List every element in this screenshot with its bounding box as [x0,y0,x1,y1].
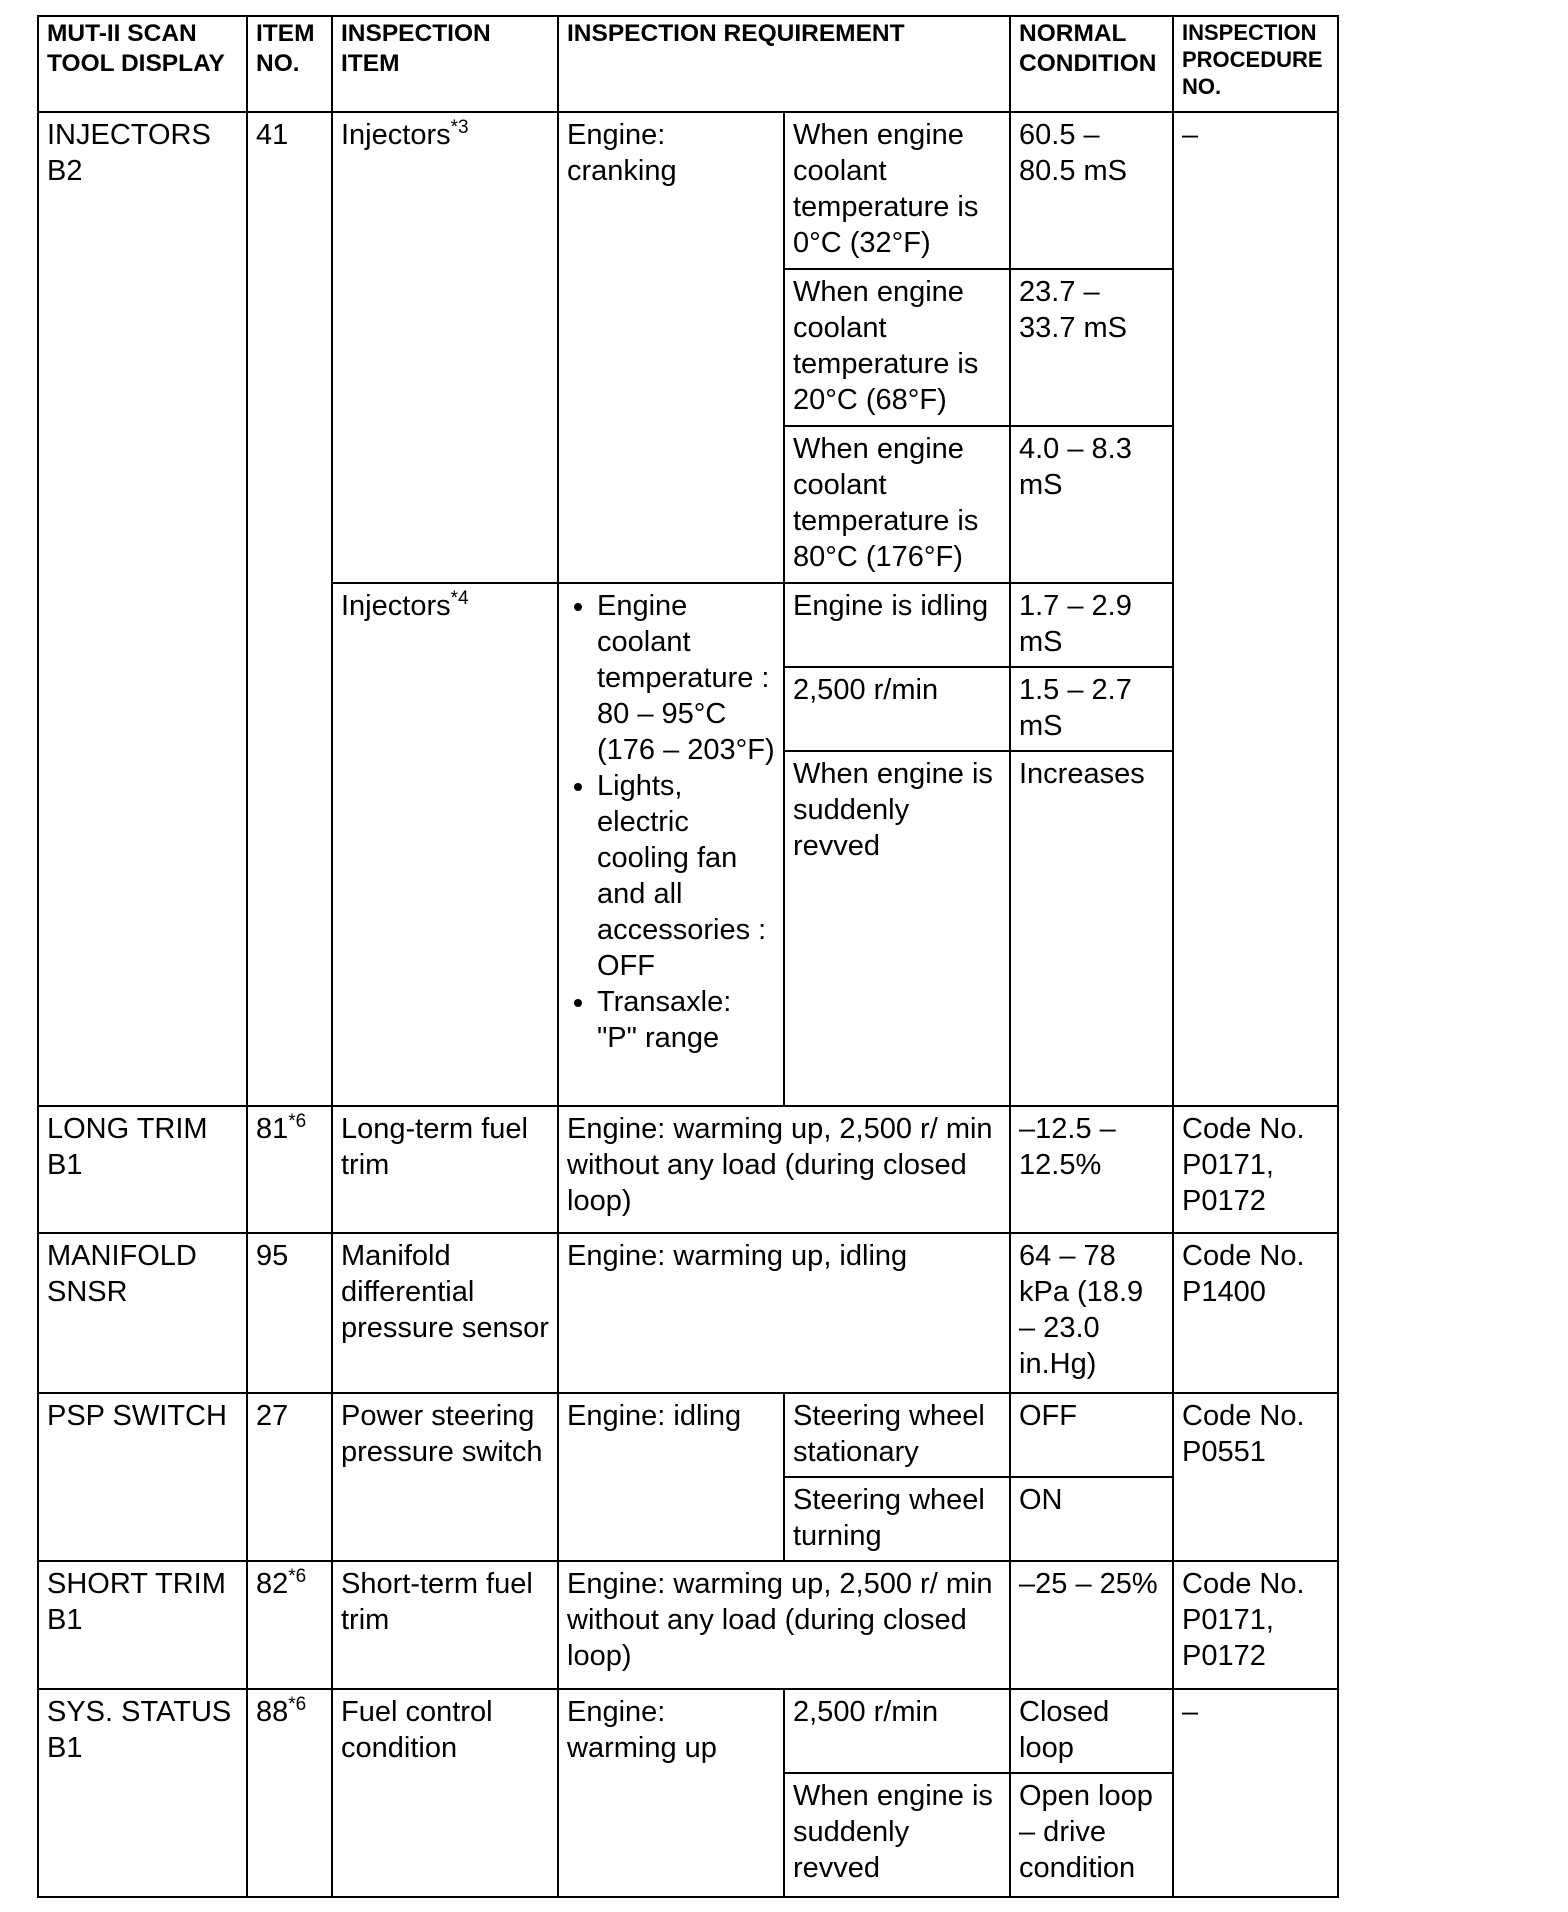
table-row [38,1233,1338,1393]
sys-status-item: Fuel control condition [332,1689,558,1897]
short-trim-procedure: Code No. P0171, P0172 [1173,1561,1338,1689]
injectors-b-normal-2: 1.5 – 2.7 mS [1010,667,1173,751]
header-item: INSPECTION ITEM [332,16,558,112]
injectors-a-normal-3: 4.0 – 8.3 mS [1010,426,1173,583]
long-trim-procedure: Code No. P0171, P0172 [1173,1106,1338,1233]
injectors-a-normal-1: 60.5 – 80.5 mS [1010,112,1173,269]
list-item: • Engine coolant temperature : 80 – 95°C (176 – 203°F) [597,588,775,768]
injectors-a-condition-1: When engine coolant temperature is 0°C (32°F) [784,112,1010,269]
sys-status-requirement: Engine: warming up [558,1689,784,1897]
manifold-item: Manifold differential pressure sensor [332,1233,558,1393]
table-row [38,112,1338,269]
injectors-b-normal-3: Increases [1010,751,1173,1106]
manifold-requirement: Engine: warming up, idling [558,1233,1010,1393]
long-trim-requirement: Engine: warming up, 2,500 r/ min without any load (during closed loop) [558,1106,1010,1233]
psp-normal-2: ON [1010,1477,1173,1561]
injectors-item-b: Injectors$^{*4}$ [332,583,558,1106]
sys-status-display: SYS. STATUS B1 [38,1689,247,1897]
injectors-a-condition-2: When engine coolant temperature is 20°C (68°F) [784,269,1010,426]
injectors-b-condition-3: When engine is suddenly revved [784,751,1010,1106]
table-row [38,1393,1338,1477]
injectors-b-condition-1: Engine is idling [784,583,1010,667]
injectors-display: INJECTORS B2 [38,112,247,1106]
psp-procedure: Code No. P0551 [1173,1393,1338,1561]
header-row [38,16,1338,112]
header-display: MUT-II SCAN TOOL DISPLAY [38,16,247,112]
list-item: • Lights, electric cooling fan and all accessories : OFF [597,768,775,984]
manifold-item-no: 95 [247,1233,332,1393]
injectors-item-no: 41 [247,112,332,1106]
short-trim-item-no: 82$^{*6}$ [247,1561,332,1689]
sys-status-procedure: – [1173,1689,1338,1897]
header-normal: NORMAL CONDITION [1010,16,1173,112]
psp-item: Power steering pressure switch [332,1393,558,1561]
manifold-normal: 64 – 78 kPa (18.9 – 23.0 in.Hg) [1010,1233,1173,1393]
psp-display: PSP SWITCH [38,1393,247,1561]
psp-requirement: Engine: idling [558,1393,784,1561]
table-row [38,1561,1338,1689]
inspection-table [37,15,1339,1898]
table-row [38,1106,1338,1233]
injectors-requirement-b [558,583,784,1106]
manifold-procedure: Code No. P1400 [1173,1233,1338,1393]
injectors-b-condition-2: 2,500 r/min [784,667,1010,751]
psp-condition-2: Steering wheel turning [784,1477,1010,1561]
short-trim-display: SHORT TRIM B1 [38,1561,247,1689]
psp-condition-1: Steering wheel stationary [784,1393,1010,1477]
short-trim-item: Short-term fuel trim [332,1561,558,1689]
injectors-requirement-a: Engine: cranking [558,112,784,583]
long-trim-display: LONG TRIM B1 [38,1106,247,1233]
list-item: • Transaxle: "P" range [597,984,775,1056]
psp-item-no: 27 [247,1393,332,1561]
short-trim-requirement: Engine: warming up, 2,500 r/ min without any load (during closed loop) [558,1561,1010,1689]
requirement-list [567,588,775,1056]
long-trim-normal: –12.5 – 12.5% [1010,1106,1173,1233]
injectors-a-condition-3: When engine coolant temperature is 80°C (176°F) [784,426,1010,583]
sys-status-item-no: 88$^{*6}$ [247,1689,332,1897]
table-row [38,1689,1338,1773]
long-trim-item-no: 81$^{*6}$ [247,1106,332,1233]
sys-status-normal-2: Open loop – drive condition [1010,1773,1173,1897]
header-procedure: INSPECTION PROCEDURE NO. [1173,16,1338,112]
manifold-display: MANIFOLD SNSR [38,1233,247,1393]
header-requirement: INSPECTION REQUIREMENT [558,16,1010,112]
header-item-no: ITEM NO. [247,16,332,112]
injectors-b-normal-1: 1.7 – 2.9 mS [1010,583,1173,667]
sys-status-normal-1: Closed loop [1010,1689,1173,1773]
injectors-item-a: Injectors$^{*3}$ [332,112,558,583]
injectors-procedure: – [1173,112,1338,1106]
long-trim-item: Long-term fuel trim [332,1106,558,1233]
sys-status-condition-2: When engine is suddenly revved [784,1773,1010,1897]
injectors-a-normal-2: 23.7 – 33.7 mS [1010,269,1173,426]
psp-normal-1: OFF [1010,1393,1173,1477]
short-trim-normal: –25 – 25% [1010,1561,1173,1689]
sys-status-condition-1: 2,500 r/min [784,1689,1010,1773]
